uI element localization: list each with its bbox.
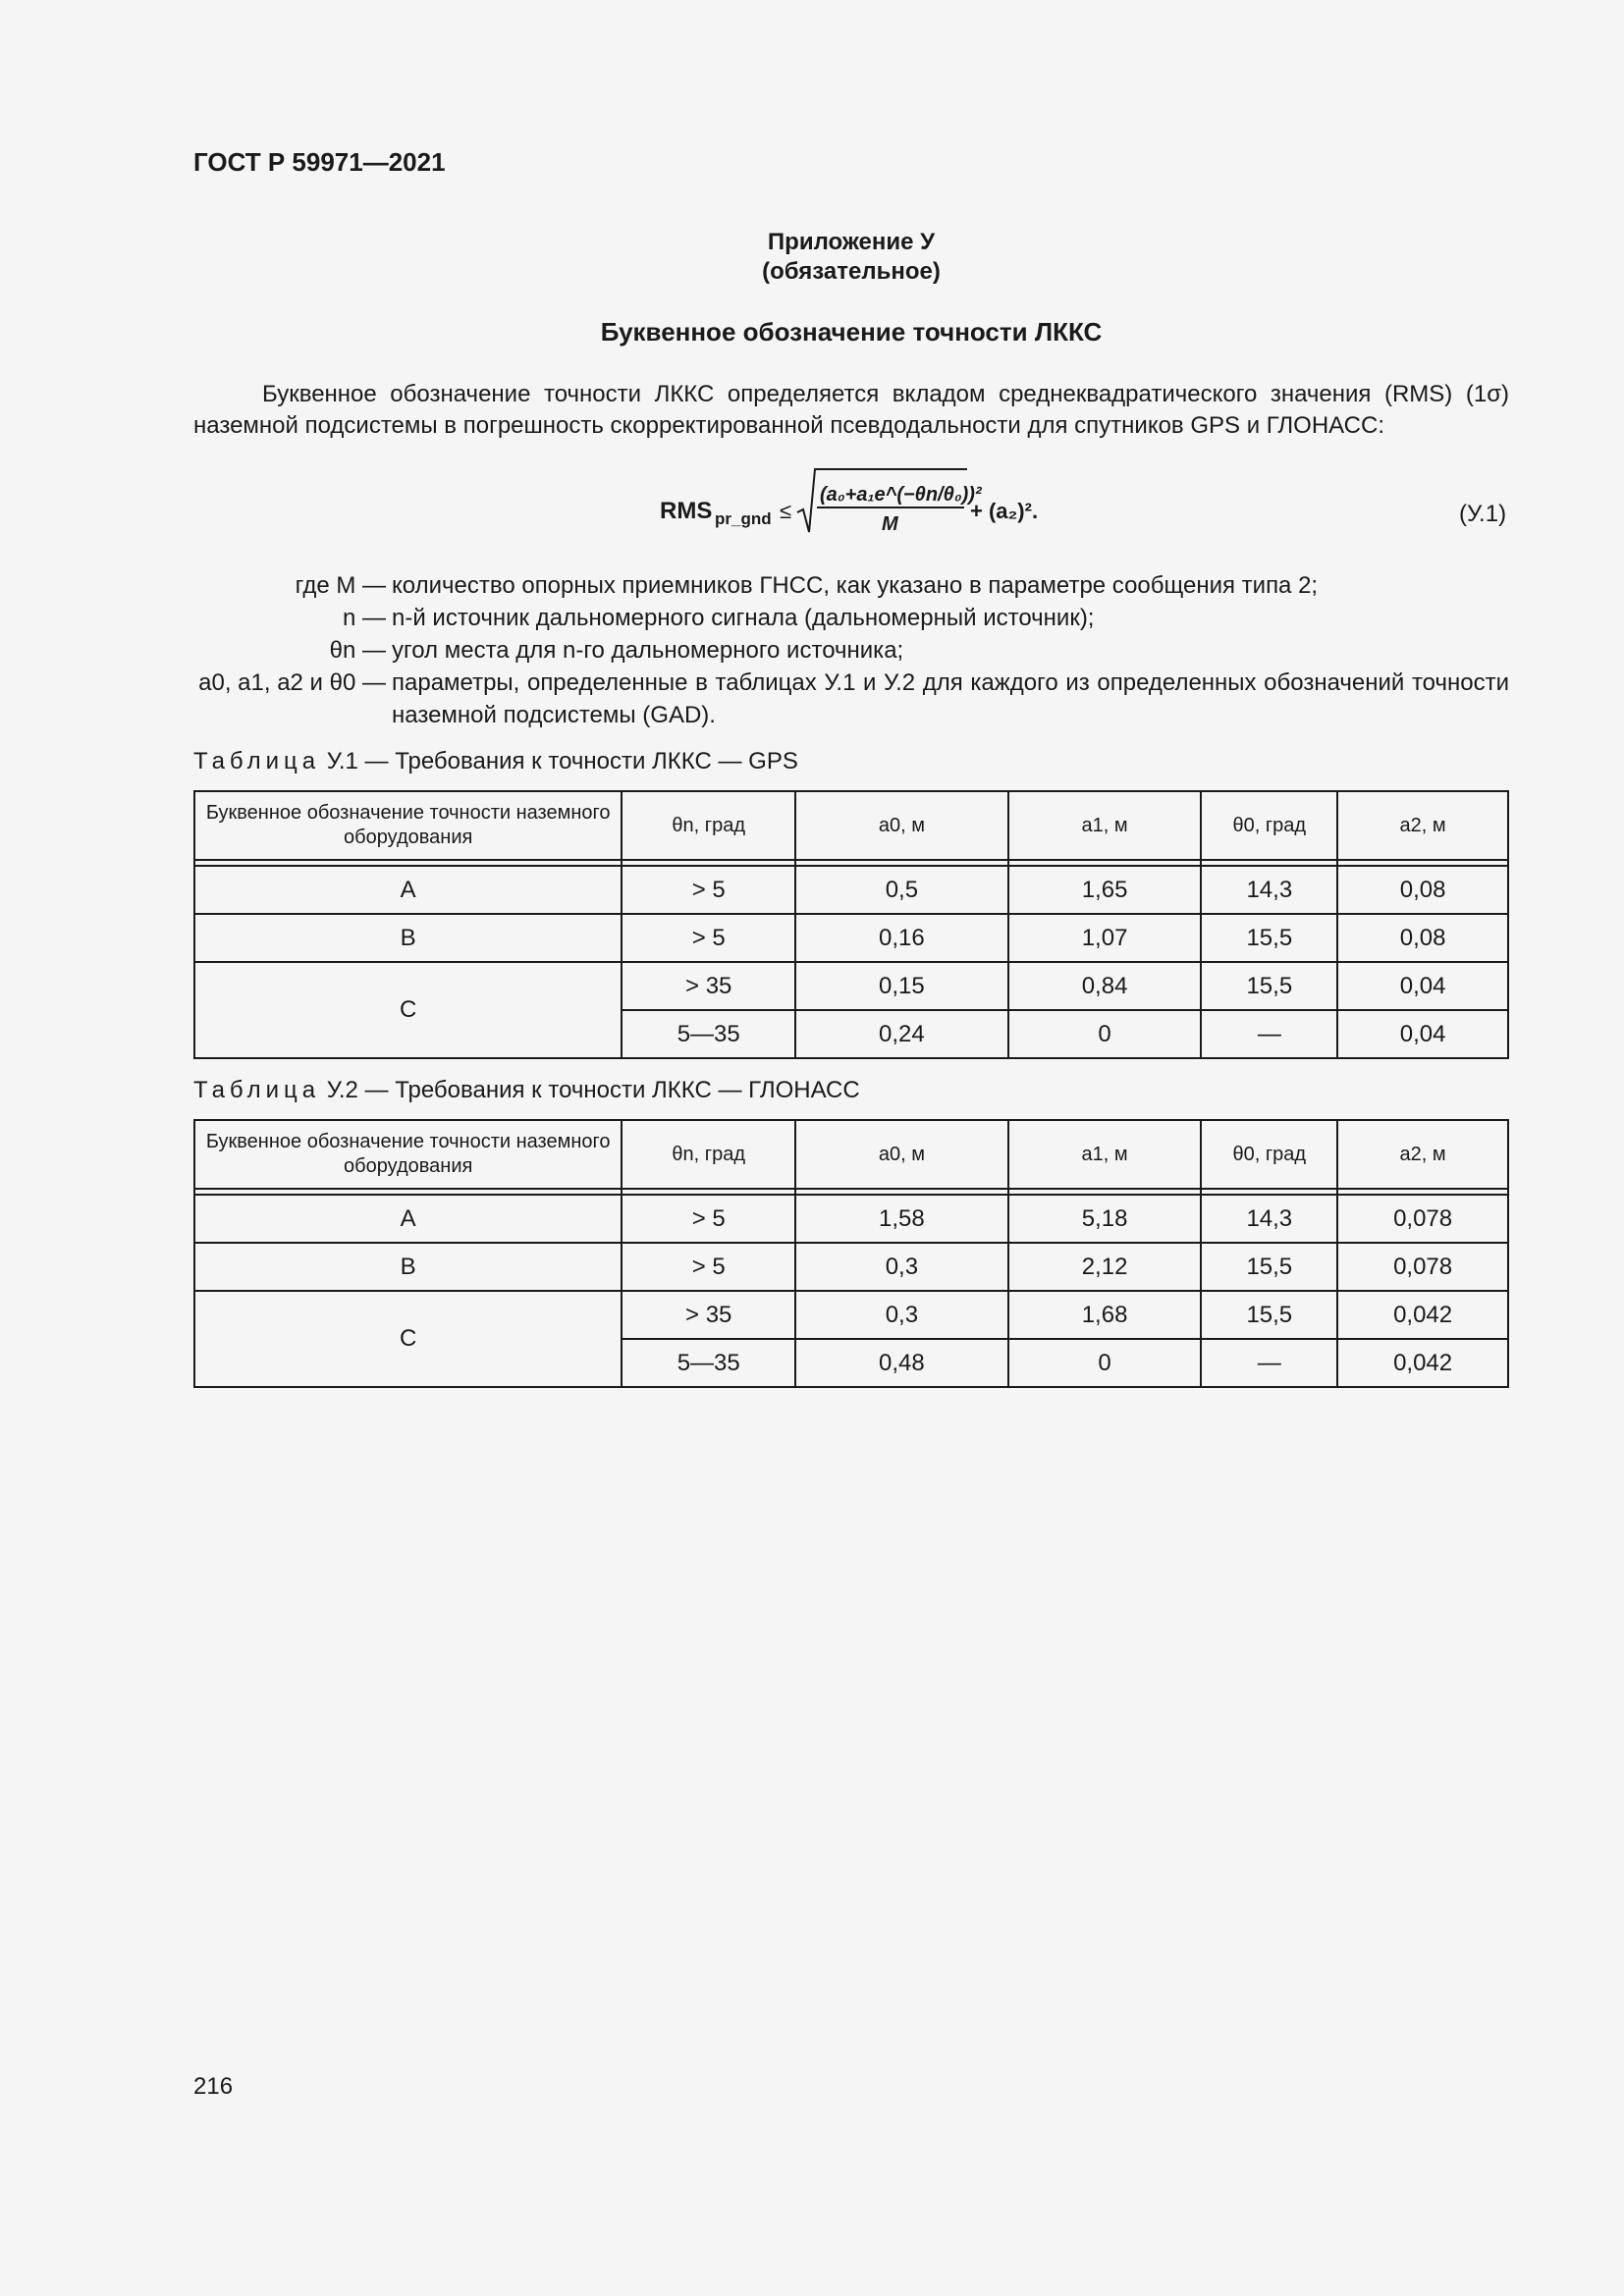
table-cell: 0,16 <box>795 914 1008 962</box>
table-cell: C <box>194 1291 622 1387</box>
table-row <box>194 962 1508 1010</box>
table-header-row <box>194 791 1508 860</box>
table-cell: 0,5 <box>795 866 1008 914</box>
annex-title: Приложение У <box>767 229 936 255</box>
definition-text: количество опорных приемников ГНСС, как указано в параметре сообщения типа 2; <box>392 572 1319 599</box>
table-gps <box>193 790 1509 1059</box>
formula-denominator: M <box>882 513 898 535</box>
table-caption-word: Таблица <box>193 748 321 774</box>
table-cell: 15,5 <box>1201 1243 1337 1291</box>
table-cell: 5,18 <box>1008 1195 1202 1243</box>
table-cell: 0,042 <box>1337 1291 1508 1339</box>
table-header-row <box>194 1120 1508 1189</box>
formula-lhs-sub: pr_gnd <box>715 509 772 528</box>
formula-tail: + (a₂)². <box>970 499 1039 523</box>
table-cell: A <box>194 1195 622 1243</box>
table-cell: 0,24 <box>795 1010 1008 1058</box>
table-cell: 0,84 <box>1008 962 1202 1010</box>
table-cell: > 5 <box>622 1243 795 1291</box>
table-row <box>194 1243 1508 1291</box>
table-caption-word: Таблица <box>193 1077 321 1103</box>
table-row <box>194 1291 1508 1339</box>
column-header: Буквенное обозначение точности наземного оборудования <box>194 1120 622 1189</box>
table-cell: > 5 <box>622 1195 795 1243</box>
table-cell: > 35 <box>622 962 795 1010</box>
table-cell: 0,04 <box>1337 962 1508 1010</box>
table-cell: 14,3 <box>1201 1195 1337 1243</box>
table-row <box>194 866 1508 914</box>
definition-term: n — <box>342 605 386 631</box>
table-cell: 14,3 <box>1201 866 1337 914</box>
definitions-list <box>193 569 1509 731</box>
column-header: a0, м <box>795 1120 1008 1189</box>
table-cell: 15,5 <box>1201 914 1337 962</box>
definition-item <box>193 634 1509 667</box>
table-cell: 0 <box>1008 1010 1202 1058</box>
definition-term: где M — <box>295 572 386 599</box>
table-caption-text: У.1 — Требования к точности ЛККС — GPS <box>326 748 798 774</box>
table-cell: > 5 <box>622 866 795 914</box>
table-cell: C <box>194 962 622 1058</box>
table-cell: 0,48 <box>795 1339 1008 1387</box>
formula-lhs: RMS <box>660 498 713 524</box>
table-cell: 1,65 <box>1008 866 1202 914</box>
annex-heading <box>193 228 1509 287</box>
section-title: Буквенное обозначение точности ЛККС <box>600 317 1103 347</box>
table-cell: 0,08 <box>1337 914 1508 962</box>
definition-text: параметры, определенные в таблицах У.1 и У.2 для каждого из определенных обозначений точности наземной подсистемы (GAD). <box>392 669 1509 728</box>
table-cell: — <box>1201 1339 1337 1387</box>
table-cell: 0 <box>1008 1339 1202 1387</box>
definition-term: a0, a1, a2 и θ0 — <box>198 669 386 696</box>
table-cell: 15,5 <box>1201 1291 1337 1339</box>
table1-caption <box>193 748 798 775</box>
definition-text: угол места для n-го дальномерного источника; <box>392 637 904 664</box>
table-cell: 1,68 <box>1008 1291 1202 1339</box>
table-cell: A <box>194 866 622 914</box>
table-cell: 5—35 <box>622 1010 795 1058</box>
column-header: a1, м <box>1008 1120 1202 1189</box>
column-header: θ0, град <box>1201 791 1337 860</box>
table-cell: 0,15 <box>795 962 1008 1010</box>
table-cell: 15,5 <box>1201 962 1337 1010</box>
table-cell: 0,078 <box>1337 1195 1508 1243</box>
rms-formula <box>658 461 1070 540</box>
table-cell: 0,078 <box>1337 1243 1508 1291</box>
table-cell: > 5 <box>622 914 795 962</box>
column-header: a1, м <box>1008 791 1202 860</box>
table-cell: 1,58 <box>795 1195 1008 1243</box>
column-header: θ0, град <box>1201 1120 1337 1189</box>
table-caption-text: У.2 — Требования к точности ЛККС — ГЛОНАСС <box>326 1077 860 1103</box>
definition-item <box>193 569 1509 602</box>
table-row <box>194 1195 1508 1243</box>
table-cell: 0,04 <box>1337 1010 1508 1058</box>
formula-numerator: (a₀+a₁e^(−θn/θ₀))² <box>820 484 982 506</box>
column-header: θn, град <box>622 1120 795 1189</box>
table-cell: 1,07 <box>1008 914 1202 962</box>
document-code: ГОСТ Р 59971—2021 <box>193 147 446 177</box>
definition-item <box>193 667 1509 731</box>
column-header: a2, м <box>1337 1120 1508 1189</box>
table-cell: — <box>1201 1010 1337 1058</box>
table-cell: 0,3 <box>795 1291 1008 1339</box>
table-cell: > 35 <box>622 1291 795 1339</box>
column-header: a0, м <box>795 791 1008 860</box>
definition-term: θn — <box>329 637 386 664</box>
table-row <box>194 914 1508 962</box>
column-header: Буквенное обозначение точности наземного оборудования <box>194 791 622 860</box>
intro-paragraph: Буквенное обозначение точности ЛККС определяется вкладом среднеквадратического значения (RMS) (1σ) наземной подсистемы в погрешность скорректированной псевдодальности для спутников GPS и ГЛОНАСС: <box>193 381 1509 439</box>
column-header: a2, м <box>1337 791 1508 860</box>
table2-caption <box>193 1077 860 1104</box>
page-number: 216 <box>193 2073 234 2100</box>
column-header: θn, град <box>622 791 795 860</box>
table-cell: 2,12 <box>1008 1243 1202 1291</box>
table-cell: B <box>194 914 622 962</box>
table-cell: 0,08 <box>1337 866 1508 914</box>
table-cell: 5—35 <box>622 1339 795 1387</box>
annex-status: (обязательное) <box>762 258 941 285</box>
table-cell: B <box>194 1243 622 1291</box>
table-glonass <box>193 1119 1509 1388</box>
definition-item <box>193 602 1509 634</box>
definition-text: n-й источник дальномерного сигнала (дальномерный источник); <box>392 605 1095 631</box>
formula-relation: ≤ <box>780 499 792 523</box>
table-cell: 0,042 <box>1337 1339 1508 1387</box>
formula-number: (У.1) <box>1459 501 1507 527</box>
table-cell: 0,3 <box>795 1243 1008 1291</box>
